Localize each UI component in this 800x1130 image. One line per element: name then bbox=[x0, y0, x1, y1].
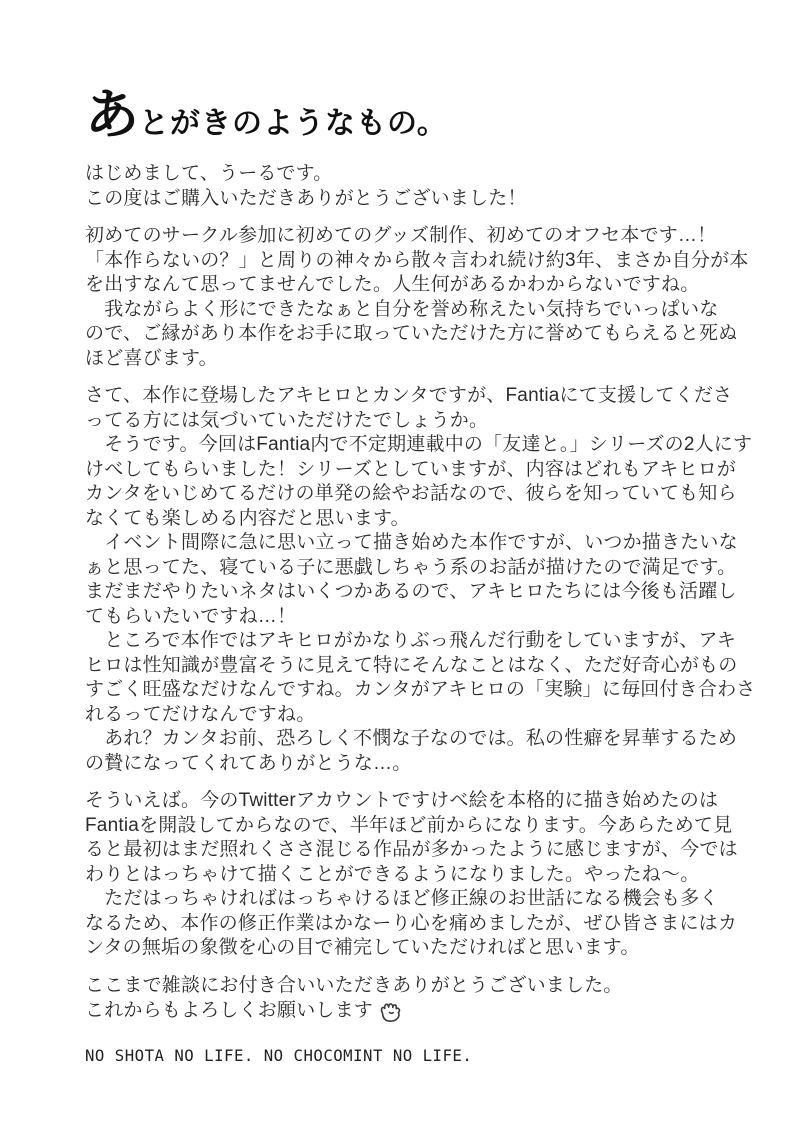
page-title-rest: とがきのようなもの。 bbox=[139, 107, 448, 140]
text-line: そういえば。今のTwitterアカウントですけべ絵を本格的に描き始めたのは bbox=[85, 790, 719, 811]
text-line: ところで本作ではアキヒロがかなりぶっ飛んだ行動をしていますが、アキ bbox=[85, 630, 737, 651]
paragraph-twitter bbox=[85, 789, 738, 961]
paragraph-motto bbox=[85, 1044, 730, 1069]
text-line: てもらいたいですね…！ bbox=[85, 605, 297, 627]
text-line: カンタをいじめてるだけの単発の絵やお話なので、彼らを知っていても知ら bbox=[85, 483, 737, 504]
text-line: あれ？カンタお前、恐ろしく不憫な子なのでは。私の性癖を昇華するため bbox=[85, 728, 738, 749]
text-line: ってる方には気づいていただけたでしょうか。 bbox=[85, 409, 489, 431]
text-line: を出すなんて思ってませんでした。人生何があるかわからないですね。 bbox=[85, 274, 700, 295]
text-line: なるため、本作の修正作業はかなーり心を痛めましたが、ぜひ皆さまにはカ bbox=[85, 912, 738, 934]
text-line: すごく旺盛なだけなんですね。カンタがアキヒロの「実験」に毎回付き合わさ bbox=[85, 679, 756, 700]
paragraph-closing bbox=[85, 974, 730, 1025]
text-line: 「本作らないの？」と周りの神々から散々言われ続け約3年、まさか自分が本 bbox=[85, 249, 749, 271]
text-line: まだまだやりたいネタはいくつかあるので、アキヒロたちには今後も活躍し bbox=[85, 581, 737, 602]
text-line: ただはっちゃければはっちゃけるほど修正線のお世話になる機会も多く bbox=[85, 888, 719, 909]
text-line: イベント間際に急に思い立って描き始めた本作ですが、いつか描きたいな bbox=[85, 532, 738, 553]
text-line: Fantiaを開設してからなので、半年ほど前からになります。今あらためて見 bbox=[85, 814, 733, 836]
text-line: ぁと思ってた、寝ている子に悪戯しちゃう系のお話が描けたので満足です。 bbox=[85, 556, 737, 578]
text-line bbox=[85, 998, 730, 1024]
text-line: そうです。今回はFantia内で不定期連載中の「友達と。」シリーズの2人にす bbox=[85, 434, 753, 455]
text-line: の贄になってくれてありがとうな…。 bbox=[85, 752, 412, 774]
text-line: けべしてもらいました！シリーズとしていますが、内容はどれもアキヒロが bbox=[85, 458, 737, 480]
page-title-leading-char: あ bbox=[85, 85, 139, 145]
text-line: ると最初はまだ照れくささ混じる作品が多かったように感じますが、今では bbox=[85, 839, 738, 860]
page-title bbox=[85, 85, 730, 145]
text-line: はじめまして、うーるです。 bbox=[85, 163, 333, 184]
text-line: なくても楽しめる内容だと思います。 bbox=[85, 507, 410, 529]
text-line: NO SHOTA NO LIFE. NO CHOCOMINT NO LIFE. bbox=[85, 1046, 473, 1065]
text-line: ヒロは性知識が豊富そうに見えて特にそんなことはなく、ただ好奇心がもの bbox=[85, 654, 738, 676]
text-line: この度はご購入いただきありがとうございました！ bbox=[85, 187, 527, 209]
text-line: 初めてのサークル参加に初めてのグッズ制作、初めてのオフセ本です…！ bbox=[85, 225, 717, 246]
text-line: 我ながらよく形にできたなぁと自分を誉め称えたい気持ちでいっぱいな bbox=[85, 298, 719, 320]
text-line: ここまで雑談にお付き合いいただきありがとうございました。 bbox=[85, 974, 623, 996]
paragraph-greeting bbox=[85, 162, 730, 211]
text-line: わりとはっちゃけて描くことができるようになりました。やったね〜。 bbox=[85, 863, 700, 885]
text-line: これからもよろしくお願いします bbox=[85, 999, 374, 1021]
text-line: ほど喜びます。 bbox=[85, 347, 218, 369]
text-line: さて、本作に登場したアキヒロとカンタですが、Fantiaにて支援してくださ bbox=[85, 385, 733, 406]
text-line: れるってだけなんですね。 bbox=[85, 703, 316, 725]
text-line: ンタの無垢の象徴を心の目で補完していただければと思います。 bbox=[85, 937, 640, 958]
paragraph-first-book bbox=[85, 224, 749, 371]
text-line: ので、ご縁があり本作をお手に取っていただけた方に誉めてもらえると死ぬ bbox=[85, 323, 738, 344]
hand-doodle-icon bbox=[377, 1000, 405, 1024]
paragraph-characters bbox=[85, 384, 756, 776]
